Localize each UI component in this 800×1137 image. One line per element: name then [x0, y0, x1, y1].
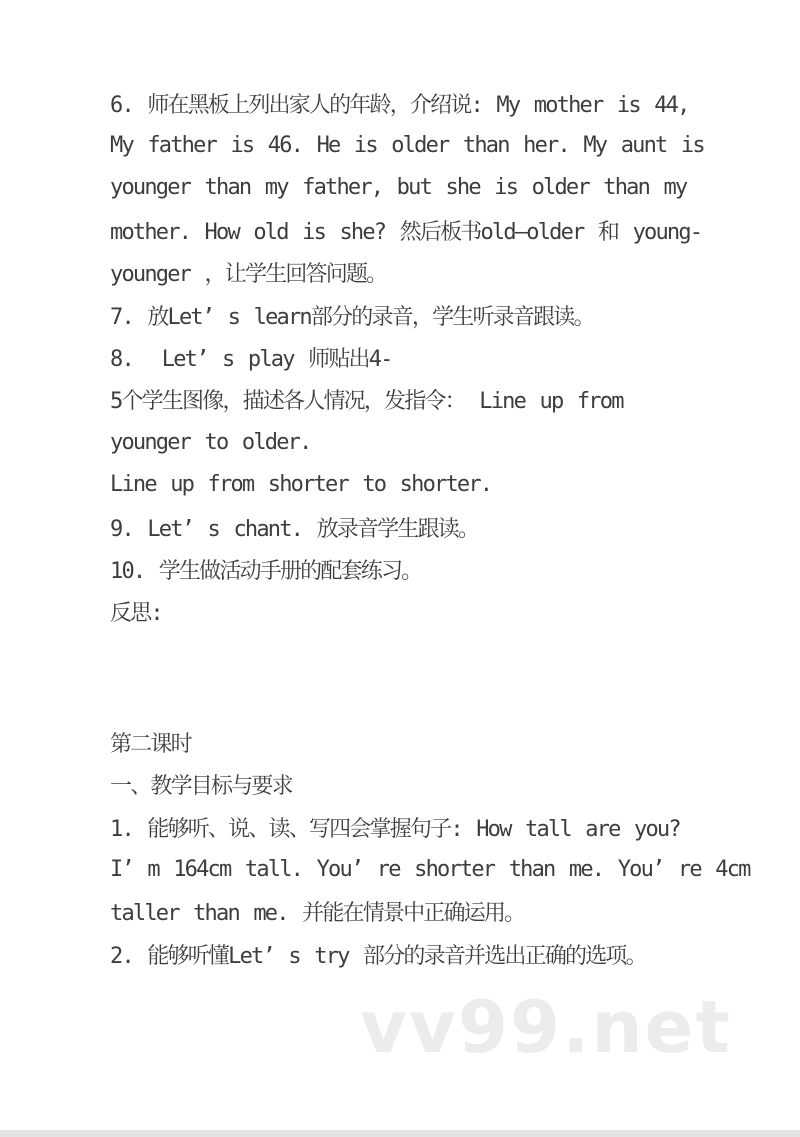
text-line: Line up from shorter to shorter.	[110, 472, 492, 498]
text-line: 10. 学生做活动手册的配套练习。	[110, 558, 422, 584]
text-line: 9. Let’ s chant. 放录音学生跟读。	[110, 516, 479, 542]
text-line: 2. 能够听懂Let’ s try 部分的录音并选出正确的选项。	[110, 943, 646, 969]
text-line: 8. Let’ s play 师贴出4-	[110, 347, 392, 373]
text-line: 一、教学目标与要求	[110, 774, 292, 800]
text-line: mother. How old is she? 然后板书old—older 和 young-	[110, 219, 702, 245]
text-line: younger ，让学生回答问题。	[110, 262, 387, 288]
text-line: 反思:	[110, 601, 162, 627]
text-line: 6. 师在黑板上列出家人的年龄，介绍说: My mother is 44,	[110, 92, 689, 118]
text-line: 1. 能够听、说、读、写四会掌握句子: How tall are you?	[110, 816, 680, 842]
text-line: younger than my father, but she is older than my	[110, 175, 687, 201]
text-line: 5个学生图像，描述各人情况，发指令： Line up from	[110, 389, 623, 415]
text-line: My father is 46. He is older than her. My aunt is	[110, 133, 704, 159]
lesson-plan-text	[110, 82, 750, 975]
text-line: 7. 放Let’ s learn部分的录音，学生听录音跟读。	[110, 304, 594, 330]
watermark-text: vv99.net	[360, 985, 732, 1069]
page-bottom-divider	[0, 1130, 800, 1137]
text-line: younger to older.	[110, 429, 311, 455]
text-line: taller than me. 并能在情景中正确运用。	[110, 901, 525, 927]
text-line: I’ m 164cm tall. You’ re shorter than me. You’ re 4cm	[110, 856, 750, 882]
section-title-line: 第二课时	[110, 731, 191, 757]
